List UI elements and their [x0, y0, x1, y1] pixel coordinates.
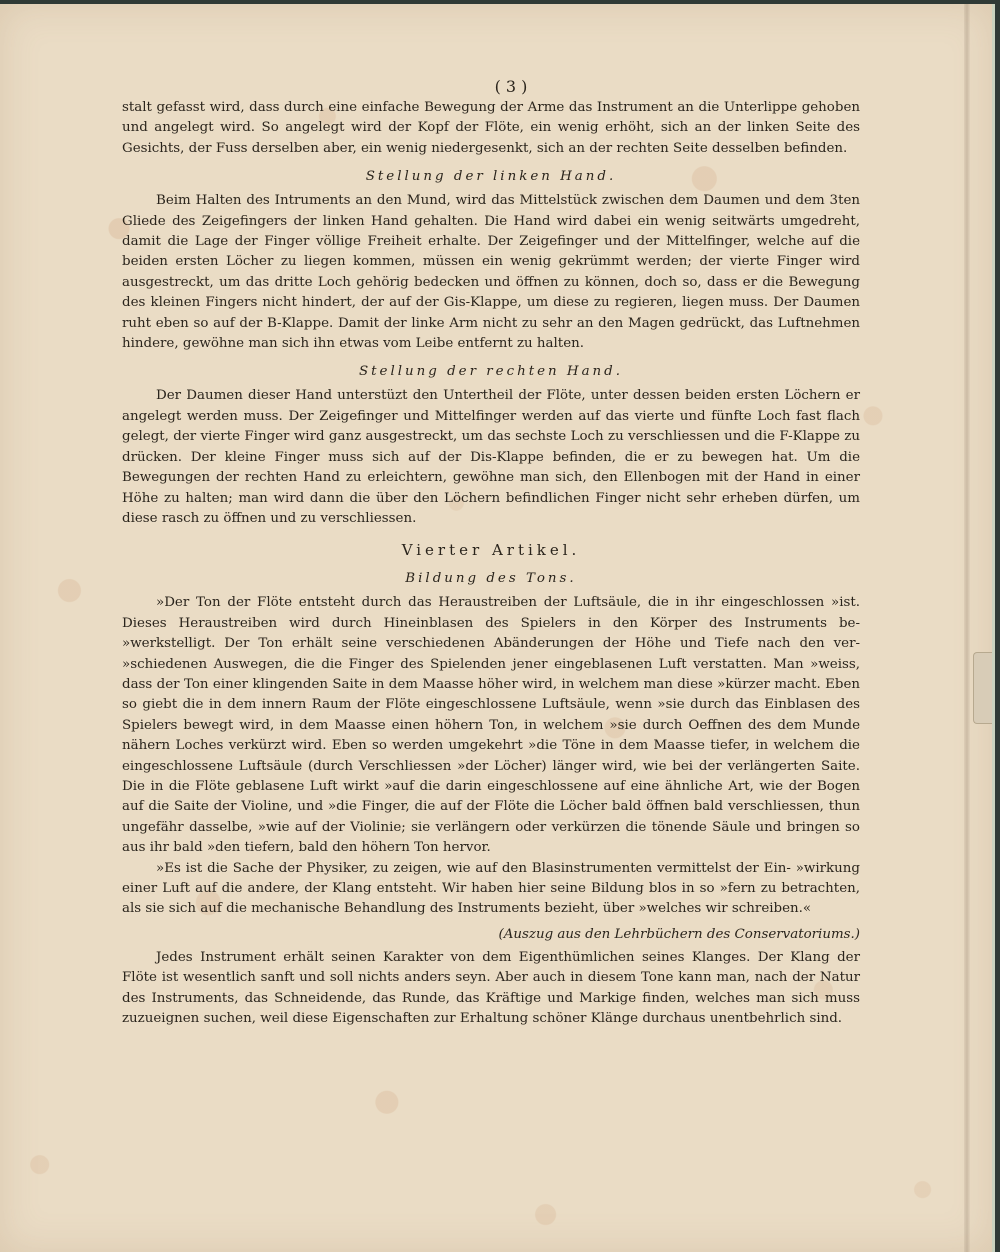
article-title: Vierter Artikel.: [401, 541, 581, 560]
heading-left-hand: Stellung der linken Hand.: [365, 169, 617, 185]
closing-paragraph: Jedes Instrument erhält seinen Karakter von dem Eigenthümlichen seines Klanges. Der Klang der Flöte ist wesentlich sanft und soll nichts anders seyn. Aber auch in diesem Tone kann man, nach der Natur des Instruments, das Schneidende, das Runde, das Kräftige und Markige finden, welches man sich muss zuzueignen suchen, weil diese Eigenschaften zur Erhaltung schöner Klänge durchaus unentbehrlich sind.: [122, 949, 860, 1027]
quote-paragraph-2: »Es ist die Sache der Physiker, zu zeigen, wie auf den Blasinstrumenten vermittelst der Ein- »wirkung einer Luft auf die andere, der Klang entsteht. Wir haben hier seine Bildung blos in so »fern zu betrachten, als sie sich auf die mechanische Behandlung des Instruments bezieht, über »welches wir schreiben.«: [122, 860, 860, 917]
page-content: [122, 76, 860, 1029]
paragraph-right-hand: Der Daumen dieser Hand unterstüzt den Untertheil der Flöte, unter dessen beiden ersten Löchern er angelegt werden muss. Der Zeigefinger und Mittelfinger werden auf das vierte und fünfte Loch fast flach gelegt, der vierte Finger wird ganz ausgestreckt, um das sechste Loch zu verschliessen und die F-Klappe zu drücken. Der kleine Finger muss sich auf der Dis-Klappe befinden, die er zu bewegen hat. Um die Bewegungen der rechten Hand zu erleichtern, gewöhne man sich, den Ellenbogen mit der Hand in einer Höhe zu halten; man wird dann die über den Löchern befindlichen Finger nicht sehr erheben dürfen, um diese rasch zu öffnen und zu verschliessen.: [122, 388, 860, 526]
page-number: ( 3 ): [494, 77, 528, 96]
quote-paragraph-1: »Der Ton der Flöte entsteht durch das Heraustreiben der Luftsäule, die in ihr eingeschlossen »ist. Dieses Heraustreiben wird durch Hineinblasen des Spielers in den Körper des Instruments be- »werkstelligt. Der Ton erhält seine verschiedenen Abänderungen der Höhe und Tiefe nach den ver- »schiedenen Auswegen, die die Finger des Spielenden jener eingeblasenen Luft verstatten. Man »weiss, dass der Ton einer klingenden Saite in dem Maasse höher wird, in welchem man diese »kürzer macht. Eben so giebt die in dem innern Raum der Flöte eingeschlossene Luftsäule, wenn »sie durch das Einblasen des Spielers bewegt wird, in dem Maasse einen höhern Ton, in welchem »sie durch Oeffnen des dem Munde nähern Loches verkürzt wird. Eben so werden umgekehrt »die Töne in dem Maasse tiefer, in welchem die eingeschlossene Luftsäule (durch Verschliessen »der Löcher) länger wird, wie bei der verlängerten Saite. Die in die Flöte geblasene Luft wirkt »auf die darin eingeschlossene auf eine ähnliche Art, wie der Bogen auf die Saite der Violine, und »die Finger, die auf der Flöte die Löcher bald öffnen bald verschliessen, thun ungefähr dasselbe, »wie auf der Violinie; sie verlängern oder verkürzen die tönende Säule und bringen so aus ihr bald »den tiefern, bald den höhern Ton hervor.: [122, 595, 860, 856]
page-edge-tab: [973, 652, 992, 724]
paragraph-left-hand: Beim Halten des Intruments an den Mund, wird das Mittelstück zwischen dem Daumen und dem 3ten Gliede des Zeigefingers der linken Hand gehalten. Die Hand wird dabei ein wenig seitwärts umgedreht, damit die Lage der Finger völlige Freiheit erhalte. Der Zeigefinger und der Mittelfinger, welche auf die beiden ersten Löcher zu liegen kommen, müssen ein wenig gekrümmt werden; der vierte Finger wird ausgestreckt, um das dritte Loch gehörig bedecken und öffnen zu können, doch so, dass er die Bewegung des kleinen Fingers nicht hindert, der auf der Gis-Klappe, um diese zu regieren, liegen muss. Der Daumen ruht eben so auf der B-Klappe. Damit der linke Arm nicht zu sehr an den Magen gedrückt, das Luftnehmen hindere, gewöhne man sich ihn etwas vom Leibe entfernt zu halten.: [122, 193, 860, 352]
page-spine-shadow: [964, 4, 970, 1252]
article-subtitle: Bildung des Tons.: [405, 571, 577, 587]
heading-right-hand: Stellung der rechten Hand.: [358, 364, 624, 380]
intro-paragraph: stalt gefasst wird, dass durch eine einfache Bewegung der Arme das Instrument an die Unterlippe gehoben und angelegt wird. So angelegt wird der Kopf der Flöte, ein wenig erhöht, sich an der linken Seite des Gesichts, der Fuss derselben aber, ein wenig niedergesenkt, sich an der rechten Seite desselben befinden.: [122, 100, 860, 156]
quote-source: (Auszug aus den Lehrbüchern des Conservatoriums.): [498, 926, 860, 942]
document-page: [0, 4, 995, 1252]
